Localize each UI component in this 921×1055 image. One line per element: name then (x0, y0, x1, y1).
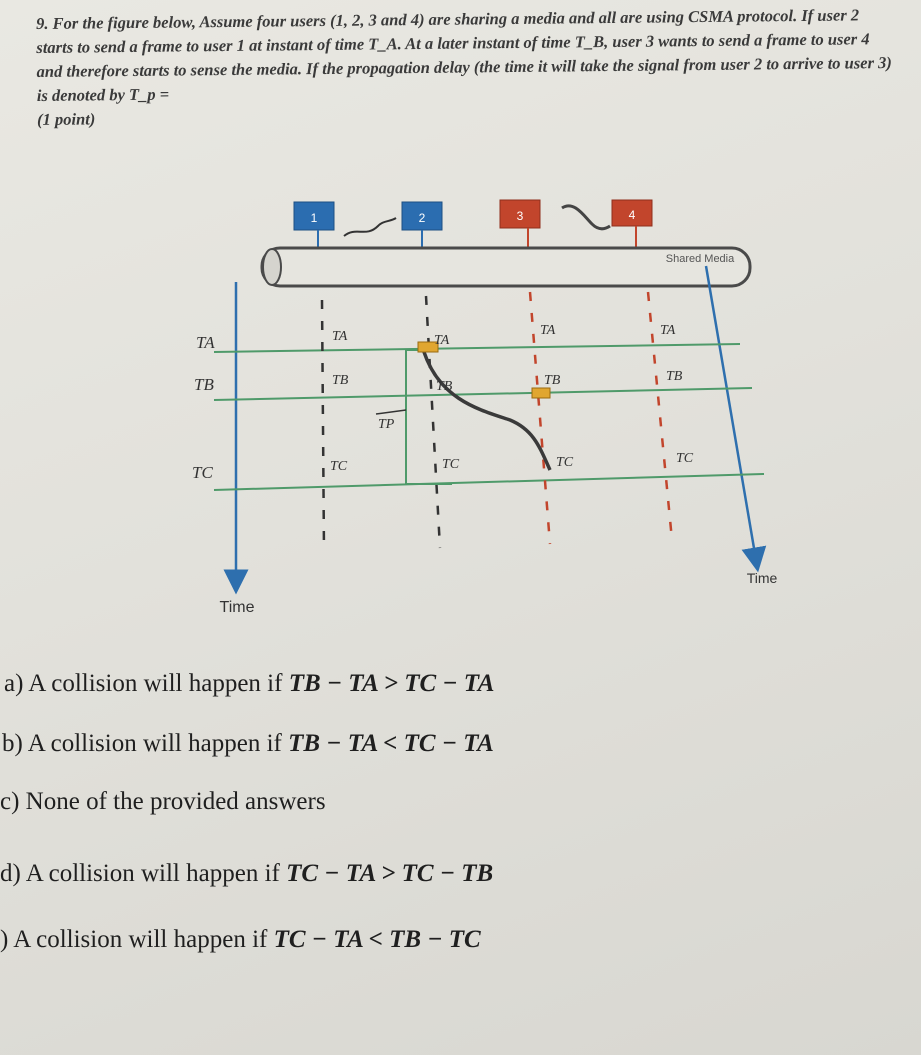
option-c[interactable] (0, 788, 326, 816)
time-axis-right (706, 266, 756, 560)
ta-line (214, 344, 740, 352)
shared-media-label: Shared Media (665, 253, 735, 265)
link-3-4-icon (562, 206, 610, 229)
option-a-expr: TB − TA > TC − TA (288, 670, 495, 697)
option-e-text: ) A collision will happen if (0, 926, 274, 953)
user-2 (402, 202, 442, 250)
col4-tc: TC (676, 451, 694, 466)
col4-tb: TB (666, 369, 683, 384)
col4-ta: TA (660, 323, 676, 338)
option-d-expr: TC − TA > TC − TB (286, 860, 494, 887)
timeline-user-1 (322, 300, 324, 552)
user-1 (294, 202, 334, 252)
question-points: (1 point) (37, 109, 96, 129)
time-label-right: Time (746, 570, 778, 586)
user-4 (612, 200, 652, 250)
propagation-curve (424, 352, 550, 470)
col2-tc: TC (442, 457, 460, 472)
col1-tb: TB (332, 373, 349, 388)
link-1-2-icon (344, 218, 396, 236)
question-body: 9. For the figure below, Assume four users (1, 2, 3 and 4) are sharing a media and all are using CSMA protocol. If user 2 starts to send a frame to user 1 at instant of time T_A. At a later instant of time T_B, user 3 wants to send a frame to user 4 and therefore starts to sense the media. If the propagation delay (the time it will take the signal from user 2 to arrive to user 3) is denoted by T_p = (36, 5, 892, 105)
option-a-text: a) A collision will happen if (4, 670, 289, 697)
axis-label-tc: TC (192, 463, 213, 482)
col3-tb: TB (544, 373, 561, 388)
option-d[interactable] (0, 860, 493, 888)
col1-ta: TA (332, 329, 348, 344)
tp-label: TP (378, 417, 395, 432)
axis-label-tb: TB (194, 375, 214, 394)
col3-ta: TA (540, 323, 556, 338)
option-c-text: c) None of the provided answers (0, 788, 326, 815)
col2-tb: TB (436, 379, 453, 394)
user-1-label: 1 (310, 211, 318, 225)
user-4-label: 4 (628, 208, 636, 222)
col3-tc: TC (556, 455, 574, 470)
option-d-text: d) A collision will happen if (0, 860, 287, 887)
option-b[interactable] (2, 730, 494, 758)
shared-media-bus (262, 248, 750, 286)
tb-line (214, 388, 752, 400)
marker-tb-user3 (532, 388, 550, 398)
option-b-text: b) A collision will happen if (2, 730, 289, 757)
col1-tc: TC (330, 459, 348, 474)
col2-ta: TA (434, 333, 450, 348)
axis-label-ta: TA (196, 333, 215, 352)
option-e[interactable] (0, 926, 481, 954)
user-2-label: 2 (418, 211, 426, 225)
option-b-expr: TB − TA < TC − TA (288, 730, 494, 757)
option-a[interactable] (4, 670, 494, 698)
user-3 (500, 200, 540, 250)
time-label-left: Time (219, 599, 255, 616)
tc-line (214, 474, 764, 490)
option-e-expr: TC − TA < TB − TC (273, 926, 481, 953)
user-3-label: 3 (516, 209, 524, 223)
